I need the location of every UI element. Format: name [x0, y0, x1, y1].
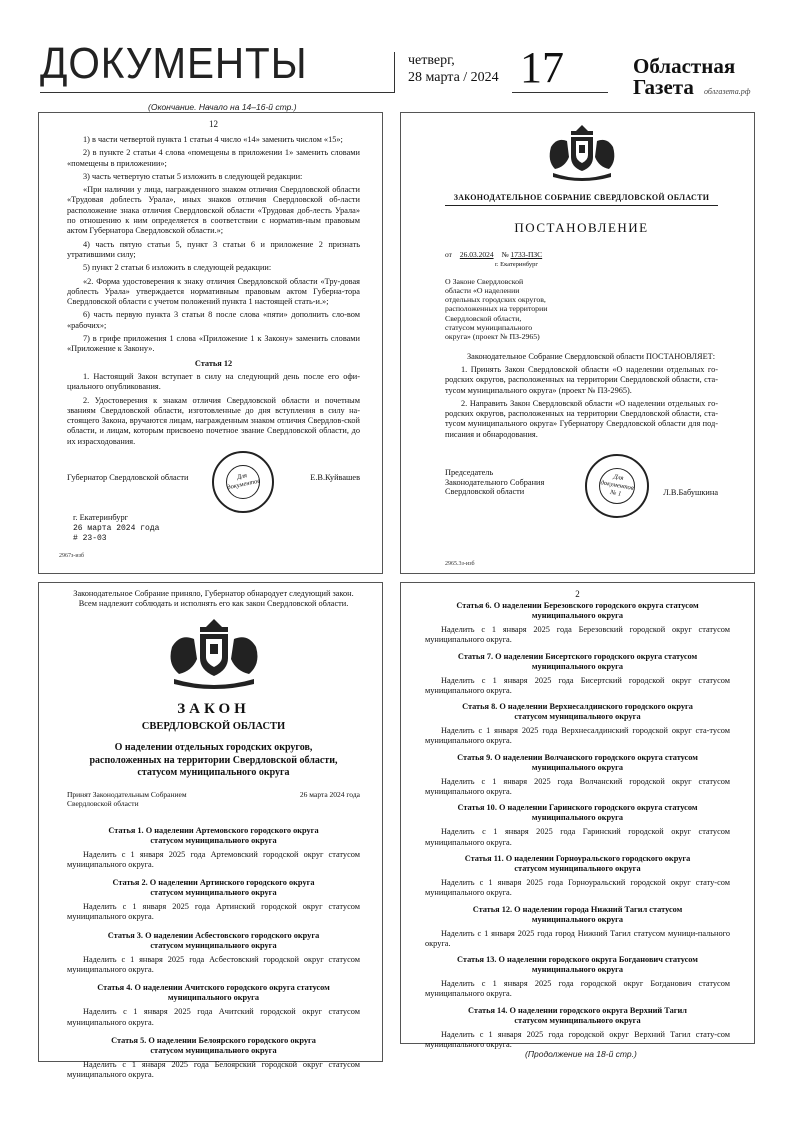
header-rule-left: [40, 92, 395, 93]
article-heading: Статья 11. О наделении Горноуральского городского округа статусом муниципального округа: [464, 853, 691, 873]
article-text: Наделить с 1 января 2025 года Верхнесалдинский городской округ ста-тусом муниципального округа.: [425, 726, 730, 746]
coat-of-arms-icon: [164, 617, 264, 689]
assembly-seal-icon: [585, 454, 649, 518]
law-article: [425, 1006, 730, 1051]
article-text: Наделить с 1 января 2025 года Березовский городской округ статусом муниципального округа.: [425, 625, 730, 645]
law-article: [67, 878, 360, 923]
document-type: ПОСТАНОВЛЕНИЕ: [514, 220, 649, 236]
law-article: [425, 955, 730, 1000]
adopted-date: 26 марта 2024 года: [299, 789, 360, 799]
subject-line: области «О наделении: [445, 285, 520, 295]
article-heading: Статья 7. О наделении Бисертского городского округа статусом муниципального округа: [457, 651, 698, 671]
newspaper-name-line2: Газета: [633, 75, 694, 99]
article-heading: Статья 10. О наделении Гаринского городского округа статусом муниципального округа: [457, 803, 698, 823]
continuation-note-top: (Окончание. Начало на 14–16-й стр.): [148, 102, 297, 112]
assembly-rule: [445, 205, 718, 206]
article-12-text: [67, 372, 360, 447]
subject-line: Свердловской области,: [445, 313, 522, 323]
resolution-date: 26.03.2024: [459, 250, 494, 260]
amendment-paragraph: 3) часть четвертую статьи 5 изложить в следующей редакции:: [83, 171, 303, 181]
document-panel-law: [38, 582, 383, 1080]
adoption-line: [67, 790, 360, 812]
law-article: [425, 601, 730, 646]
amendment-paragraph: 7) в грифе приложения 1 слова «Приложение 1 к Закону» заменить словами «Приложение к Закону».: [67, 334, 360, 354]
seal-text: Для документов: [226, 472, 261, 492]
header-divider: [394, 52, 395, 92]
amendment-paragraph: 5) пункт 2 статьи 6 изложить в следующей редакции:: [83, 263, 272, 273]
article-heading: Статья 4. О наделении Ачитского городского округа статусом муниципального округа: [97, 983, 330, 1003]
coat-of-arms-icon: [543, 123, 621, 181]
footer-code: 2965.3з-изб: [445, 561, 475, 567]
law-article: [67, 983, 360, 1028]
amendment-paragraph: «При наличии у лица, награжденного знаком отличия Свердловской области «Трудовая доблесть Урала», иных знаков отличия Свердловской об-ласти расположение знака отличия Свердловской области «Трудовая доб-лесть Урала» по отношению к ним определяется в соответствии с норматив-ным правовым актом Губернатора Свердловской области.»;: [67, 185, 360, 236]
assembly-seal-text: Для документов № 1: [600, 473, 635, 498]
article-text: Наделить с 1 января 2025 года город Нижний Тагил статусом муници-пального округа.: [425, 928, 730, 948]
issue-full-date: 28 марта / 2024: [408, 70, 499, 85]
resolution-city: г. Екатеринбург: [495, 260, 539, 268]
adopted-label: Принят Законодательным Собранием Свердловской области: [67, 789, 187, 808]
document-page-number: 2: [575, 589, 580, 599]
header-rule-mid: [512, 92, 608, 93]
chair-signature-block: [445, 454, 718, 544]
from-label: от: [445, 250, 452, 260]
article-heading: Статья 9. О наделении Волчанского городского округа статусом муниципального округа: [457, 752, 698, 772]
article-paragraph: 2. Удостоверения к знакам отличия Свердловской области и почетным званиям Свердловской области, изготовленные до дня вступления в силу на-стоящего Закона, вручаются лицам, награжденным знаком отличия Свердлов-ской области, и лицам, которым присвоено почетное звание Свердловской области, до их израсходования.: [67, 395, 360, 446]
chair-title-line: Свердловской области: [445, 487, 525, 497]
subject-line: расположенных на территории: [445, 304, 548, 314]
number-label: №: [501, 250, 509, 260]
article-heading: Статья 12: [194, 358, 233, 368]
newspaper-name-line1: Областная: [633, 54, 736, 78]
law-articles-continued: [425, 601, 730, 1050]
amendment-paragraph: 2) в пункте 2 статьи 4 слова «помещены в приложении 1» заменить словами «помещены в приложении»;: [67, 148, 360, 168]
law-article: [425, 905, 730, 950]
resolution-item: 1. Принять Закон Свердловской области «О наделении отдельных го-родских округов, расположенных на территории Свердловской области, ста-тусом муниципального округа» (проект № ПЗ-2965).: [445, 364, 718, 395]
sign-number: # 23-03: [73, 534, 107, 544]
document-panel-law-page2: [400, 582, 755, 1050]
article-text: Наделить с 1 января 2025 года городской округ Богданович статусом муниципального округа.: [425, 979, 730, 999]
article-heading: Статья 1. О наделении Артемовского городского округа статусом муниципального округа: [108, 825, 319, 845]
amendment-list: [67, 135, 360, 355]
article-heading: Статья 8. О наделении Верхнесалдинского городского округа статусом муниципального округа: [462, 702, 693, 722]
law-article: [425, 702, 730, 747]
article-text: Наделить с 1 января 2025 года Артинский городской округ статусом муниципального округа.: [67, 902, 360, 922]
chair-title: [445, 468, 544, 497]
promulgation-intro: Законодательное Собрание приняло, Губернатор обнародует следующий закон. Всем надлежит соблюдать и исполнять его как закон Свердловской области.: [73, 589, 354, 608]
chair-title-line: Законодательного Собрания: [445, 477, 545, 487]
amendment-paragraph: 1) в части четвертой пункта 1 статьи 4 число «14» заменить числом «15»;: [83, 135, 343, 144]
law-article: [425, 803, 730, 848]
document-panel-law-amendments: [38, 112, 383, 574]
resolves-line: Законодательное Собрание Свердловской области ПОСТАНОВЛЯЕТ:: [467, 351, 716, 361]
article-heading: Статья 12. О наделении города Нижний Тагил статусом муниципального округа: [472, 904, 683, 924]
article-text: Наделить с 1 января 2025 года Горноуральский городской округ стату-сом муниципального округа.: [425, 877, 730, 898]
article-heading: Статья 13. О наделении городского округа Богданович статусом муниципального округа: [457, 955, 698, 975]
resolution-number-line: [445, 250, 718, 260]
article-heading: Статья 6. О наделении Березовского городского округа статусом муниципального округа: [456, 601, 699, 620]
continuation-note-bottom: (Продолжение на 18-й стр.): [525, 1049, 637, 1059]
article-text: Наделить с 1 января 2025 года Белоярский городской округ статусом муниципального округа.: [67, 1059, 360, 1080]
article-heading: Статья 3. О наделении Асбестовского городского округа статусом муниципального округа: [107, 930, 320, 950]
page-number: 17: [520, 43, 564, 92]
article-text: Наделить с 1 января 2025 года Асбестовский городской округ статусом муниципального округа.: [67, 954, 360, 974]
document-panel-resolution: [400, 112, 755, 574]
article-text: Наделить с 1 января 2025 года Волчанский городской округ статусом муниципального округа.: [425, 776, 730, 797]
article-text: Наделить с 1 января 2025 года Ачитский городской округ статусом муниципального округа.: [67, 1007, 360, 1027]
subject-line: отдельных городских округов,: [445, 295, 546, 305]
law-article: [425, 753, 730, 798]
assembly-name: ЗАКОНОДАТЕЛЬНОЕ СОБРАНИЕ СВЕРДЛОВСКОЙ ОБЛАСТИ: [453, 193, 710, 202]
law-subject: О наделении отдельных городских округов, расположенных на территории Свердловской области, статусом муниципального округа: [89, 742, 338, 778]
chair-title-line: Председатель: [445, 468, 494, 478]
subject-line: О Законе Свердловской: [445, 276, 524, 286]
resolution-item: 2. Направить Закон Свердловской области «О наделении отдельных го-родских округов, расположенных на территории Свердловской области, ста-тусом муниципального округа» Губернатору Свердловской области для под-писания и обнародования.: [445, 398, 718, 439]
article-text: Наделить с 1 января 2025 года городской округ Верхний Тагил стату-сом муниципального округа.: [425, 1029, 730, 1050]
resolution-items: [445, 365, 718, 440]
chair-name: Л.В.Бабушкина: [663, 488, 718, 498]
subject-line: округа» (проект № ПЗ-2965): [445, 332, 540, 342]
issue-date: [408, 52, 499, 86]
official-seal-icon: [212, 451, 274, 513]
law-region: СВЕРДЛОВСКОЙ ОБЛАСТИ: [141, 721, 286, 732]
law-article: [67, 1036, 360, 1081]
governor-label: Губернатор Свердловской области: [67, 473, 189, 483]
amendment-paragraph: 4) часть пятую статьи 5, пункт 3 статьи 6 и приложение 2 признать утратившими силу;: [67, 239, 360, 259]
footer-code: 2967з-изб: [59, 553, 85, 560]
article-paragraph: 1. Настоящий Закон вступает в силу на следующий день после его офи-циального опубликования.: [67, 371, 360, 392]
sign-date: 26 марта 2024 года: [73, 524, 160, 534]
amendment-paragraph: «2. Форма удостоверения к знаку отличия Свердловской области «Тру-довая доблесть Урала» утверждается нормативным правовым актом Губерна-тора Свердловской области с учетом положений пункта 1 настоящей стать-и.»;: [67, 276, 360, 307]
article-heading: Статья 14. О наделении городского округа Верхний Тагил статусом муниципального округа: [468, 1005, 687, 1025]
resolution-number: 1733-ПЗС: [510, 250, 543, 260]
sign-city: г. Екатеринбург: [73, 513, 128, 523]
law-title: ЗАКОН: [177, 701, 250, 717]
law-article: [67, 826, 360, 871]
article-heading: Статья 2. О наделении Артинского городского округа статусом муниципального округа: [112, 878, 315, 898]
resolution-subject: [445, 277, 718, 342]
article-text: Наделить с 1 января 2025 года Артемовский городской округ статусом муниципального округа.: [67, 849, 360, 869]
article-text: Наделить с 1 января 2025 года Бисертский городской округ статусом муниципального округа.: [425, 675, 730, 695]
signature-block: [59, 455, 360, 565]
subject-line: статусом муниципального: [445, 323, 533, 333]
law-article: [425, 652, 730, 697]
article-text: Наделить с 1 января 2025 года Гаринский городской округ статусом муниципального округа.: [425, 827, 730, 847]
section-title: ДОКУМЕНТЫ: [40, 39, 308, 88]
amendment-paragraph: 6) часть первую пункта 3 статьи 8 после слова «пяти» дополнить сло-вом «рабочих»;: [67, 310, 360, 330]
document-page-number: 12: [209, 119, 218, 129]
governor-name: Е.В.Куйвашев: [310, 473, 360, 483]
law-articles: [67, 826, 360, 1081]
issue-weekday: четверг,: [408, 53, 455, 68]
newspaper-site: облгазета.рф: [704, 87, 751, 96]
law-article: [67, 931, 360, 976]
article-heading: Статья 5. О наделении Белоярского городского округа статусом муниципального округа: [111, 1035, 316, 1055]
law-article: [425, 854, 730, 899]
